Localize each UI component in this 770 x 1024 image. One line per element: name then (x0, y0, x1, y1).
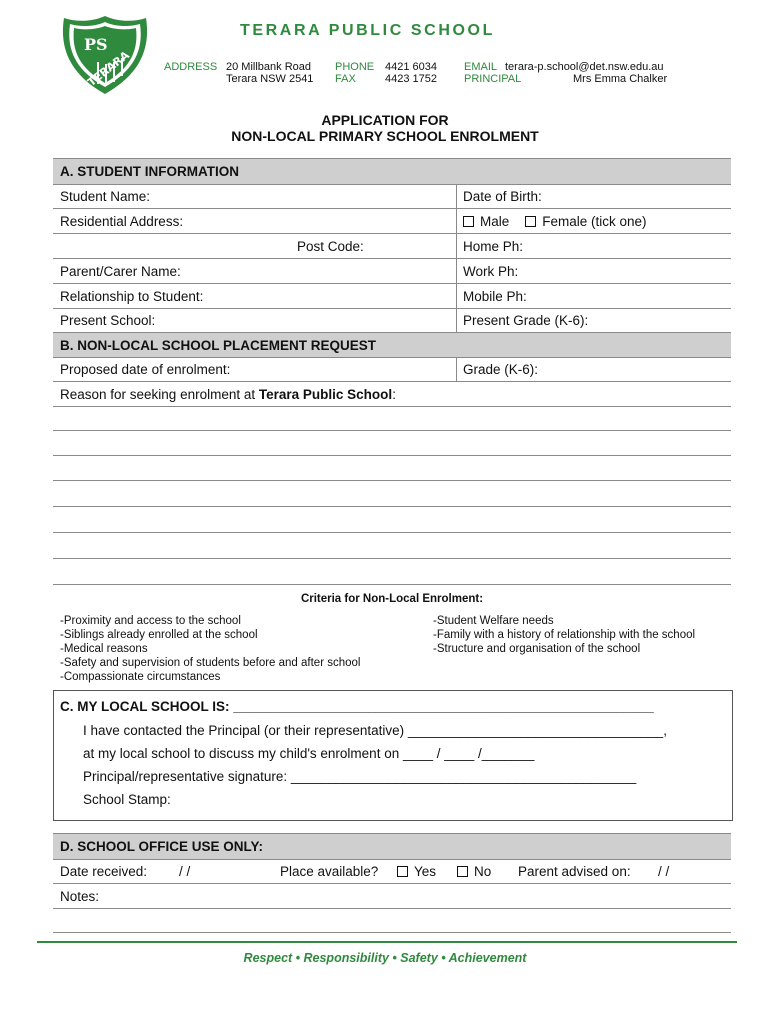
criteria-item: -Student Welfare needs (433, 615, 554, 627)
criteria-title: Criteria for Non-Local Enrolment: (300, 593, 484, 605)
criteria-right-list (433, 614, 695, 656)
home-ph-label: Home Ph: (463, 238, 524, 254)
signature-line[interactable]: Principal/representative signature: ______________________________________________ (83, 769, 637, 784)
no-checkbox[interactable] (457, 866, 468, 877)
reason-row[interactable] (53, 382, 731, 407)
address-label: ADDRESS (164, 61, 218, 73)
discussion-date-line[interactable]: at my local school to discuss my child's enrolment on ____ / ____ /_______ (83, 746, 535, 761)
crest-ps-text: PS (84, 35, 108, 54)
post-code-label: Post Code: (297, 238, 364, 254)
writing-line[interactable] (53, 455, 731, 456)
parent-advised-slashes[interactable]: / / (658, 863, 670, 879)
criteria-item: -Structure and organisation of the school (433, 643, 641, 655)
form-title-line1: APPLICATION FOR (321, 112, 449, 128)
writing-line[interactable] (53, 584, 731, 585)
date-received-label: Date received: (60, 863, 148, 879)
mobile-ph-label: Mobile Ph: (463, 288, 527, 304)
writing-line[interactable] (53, 558, 731, 559)
female-label: Female (tick one) (542, 213, 647, 229)
writing-line[interactable] (53, 532, 731, 533)
form-title-line2: NON-LOCAL PRIMARY SCHOOL ENROLMENT (231, 128, 539, 144)
criteria-item: -Family with a history of relationship with the school (433, 629, 696, 641)
section-b-heading: B. NON-LOCAL SCHOOL PLACEMENT REQUEST (53, 332, 731, 358)
fax-label: FAX (335, 73, 356, 85)
contacted-principal-line[interactable]: I have contacted the Principal (or their representative) __________________________________, (83, 723, 667, 738)
local-school-heading[interactable]: C. MY LOCAL SCHOOL IS: ________________________________________________________ (60, 699, 654, 714)
relationship-row[interactable] (53, 284, 731, 309)
office-use-row[interactable] (53, 859, 731, 884)
yes-label: Yes (414, 863, 437, 879)
address-row[interactable] (53, 209, 731, 234)
dob-label: Date of Birth: (463, 188, 542, 204)
criteria-item: -Compassionate circumstances (60, 671, 221, 683)
work-ph-label: Work Ph: (463, 263, 519, 279)
writing-line[interactable] (53, 480, 731, 481)
postcode-row[interactable] (53, 234, 731, 259)
student-name-row[interactable] (53, 184, 731, 209)
principal-label: PRINCIPAL (464, 73, 522, 85)
crest-terara-text: TERARA (85, 48, 132, 89)
phone-label: PHONE (335, 61, 375, 73)
notes-row[interactable] (53, 884, 731, 909)
section-c-box (53, 690, 733, 821)
address-line2: Terara NSW 2541 (226, 73, 314, 85)
school-motto: Respect • Responsibility • Safety • Achievement (243, 951, 527, 965)
criteria-left-list (60, 614, 360, 684)
notes-label: Notes: (60, 888, 100, 904)
male-checkbox[interactable] (463, 216, 474, 227)
present-grade-label: Present Grade (K-6): (463, 313, 589, 328)
writing-line[interactable] (53, 932, 731, 933)
parent-name-label: Parent/Carer Name: (60, 263, 181, 279)
school-stamp-label: School Stamp: (83, 792, 171, 807)
phone-value: 4421 6034 (385, 61, 437, 73)
residential-address-label: Residential Address: (60, 213, 184, 229)
section-a-heading: A. STUDENT INFORMATION (53, 158, 731, 185)
criteria-item: -Safety and supervision of students before and after school (60, 657, 361, 669)
school-crest-logo (58, 14, 152, 96)
female-checkbox[interactable] (525, 216, 536, 227)
section-d-heading: D. SCHOOL OFFICE USE ONLY: (53, 833, 731, 860)
place-available-label: Place available? (280, 863, 379, 879)
relationship-label: Relationship to Student: (60, 288, 204, 304)
criteria-item: -Medical reasons (60, 643, 148, 655)
email-value: terara-p.school@det.nsw.edu.au (505, 61, 664, 73)
proposed-date-label: Proposed date of enrolment: (60, 361, 231, 377)
proposed-date-row[interactable] (53, 357, 731, 382)
no-label: No (474, 863, 492, 879)
school-name: TERARA PUBLIC SCHOOL (240, 22, 495, 39)
footer-divider (37, 941, 737, 943)
principal-value: Mrs Emma Chalker (573, 73, 668, 85)
email-label: EMAIL (464, 61, 498, 73)
male-label: Male (480, 213, 510, 229)
present-school-row[interactable] (53, 309, 731, 333)
writing-line[interactable] (53, 430, 731, 431)
date-received-slashes[interactable]: / / (179, 863, 191, 879)
present-school-label: Present School: (60, 313, 156, 328)
writing-line[interactable] (53, 506, 731, 507)
parent-row[interactable] (53, 259, 731, 284)
student-name-label: Student Name: (60, 188, 151, 204)
reason-label: Reason for seeking enrolment at Terara Public School : (60, 386, 396, 402)
address-line1: 20 Millbank Road (226, 61, 311, 73)
fax-value: 4423 1752 (385, 73, 437, 85)
yes-checkbox[interactable] (397, 866, 408, 877)
parent-advised-label: Parent advised on: (518, 863, 631, 879)
criteria-item: -Proximity and access to the school (60, 615, 241, 627)
grade-label: Grade (K-6): (463, 361, 539, 377)
criteria-item: -Siblings already enrolled at the school (60, 629, 258, 641)
